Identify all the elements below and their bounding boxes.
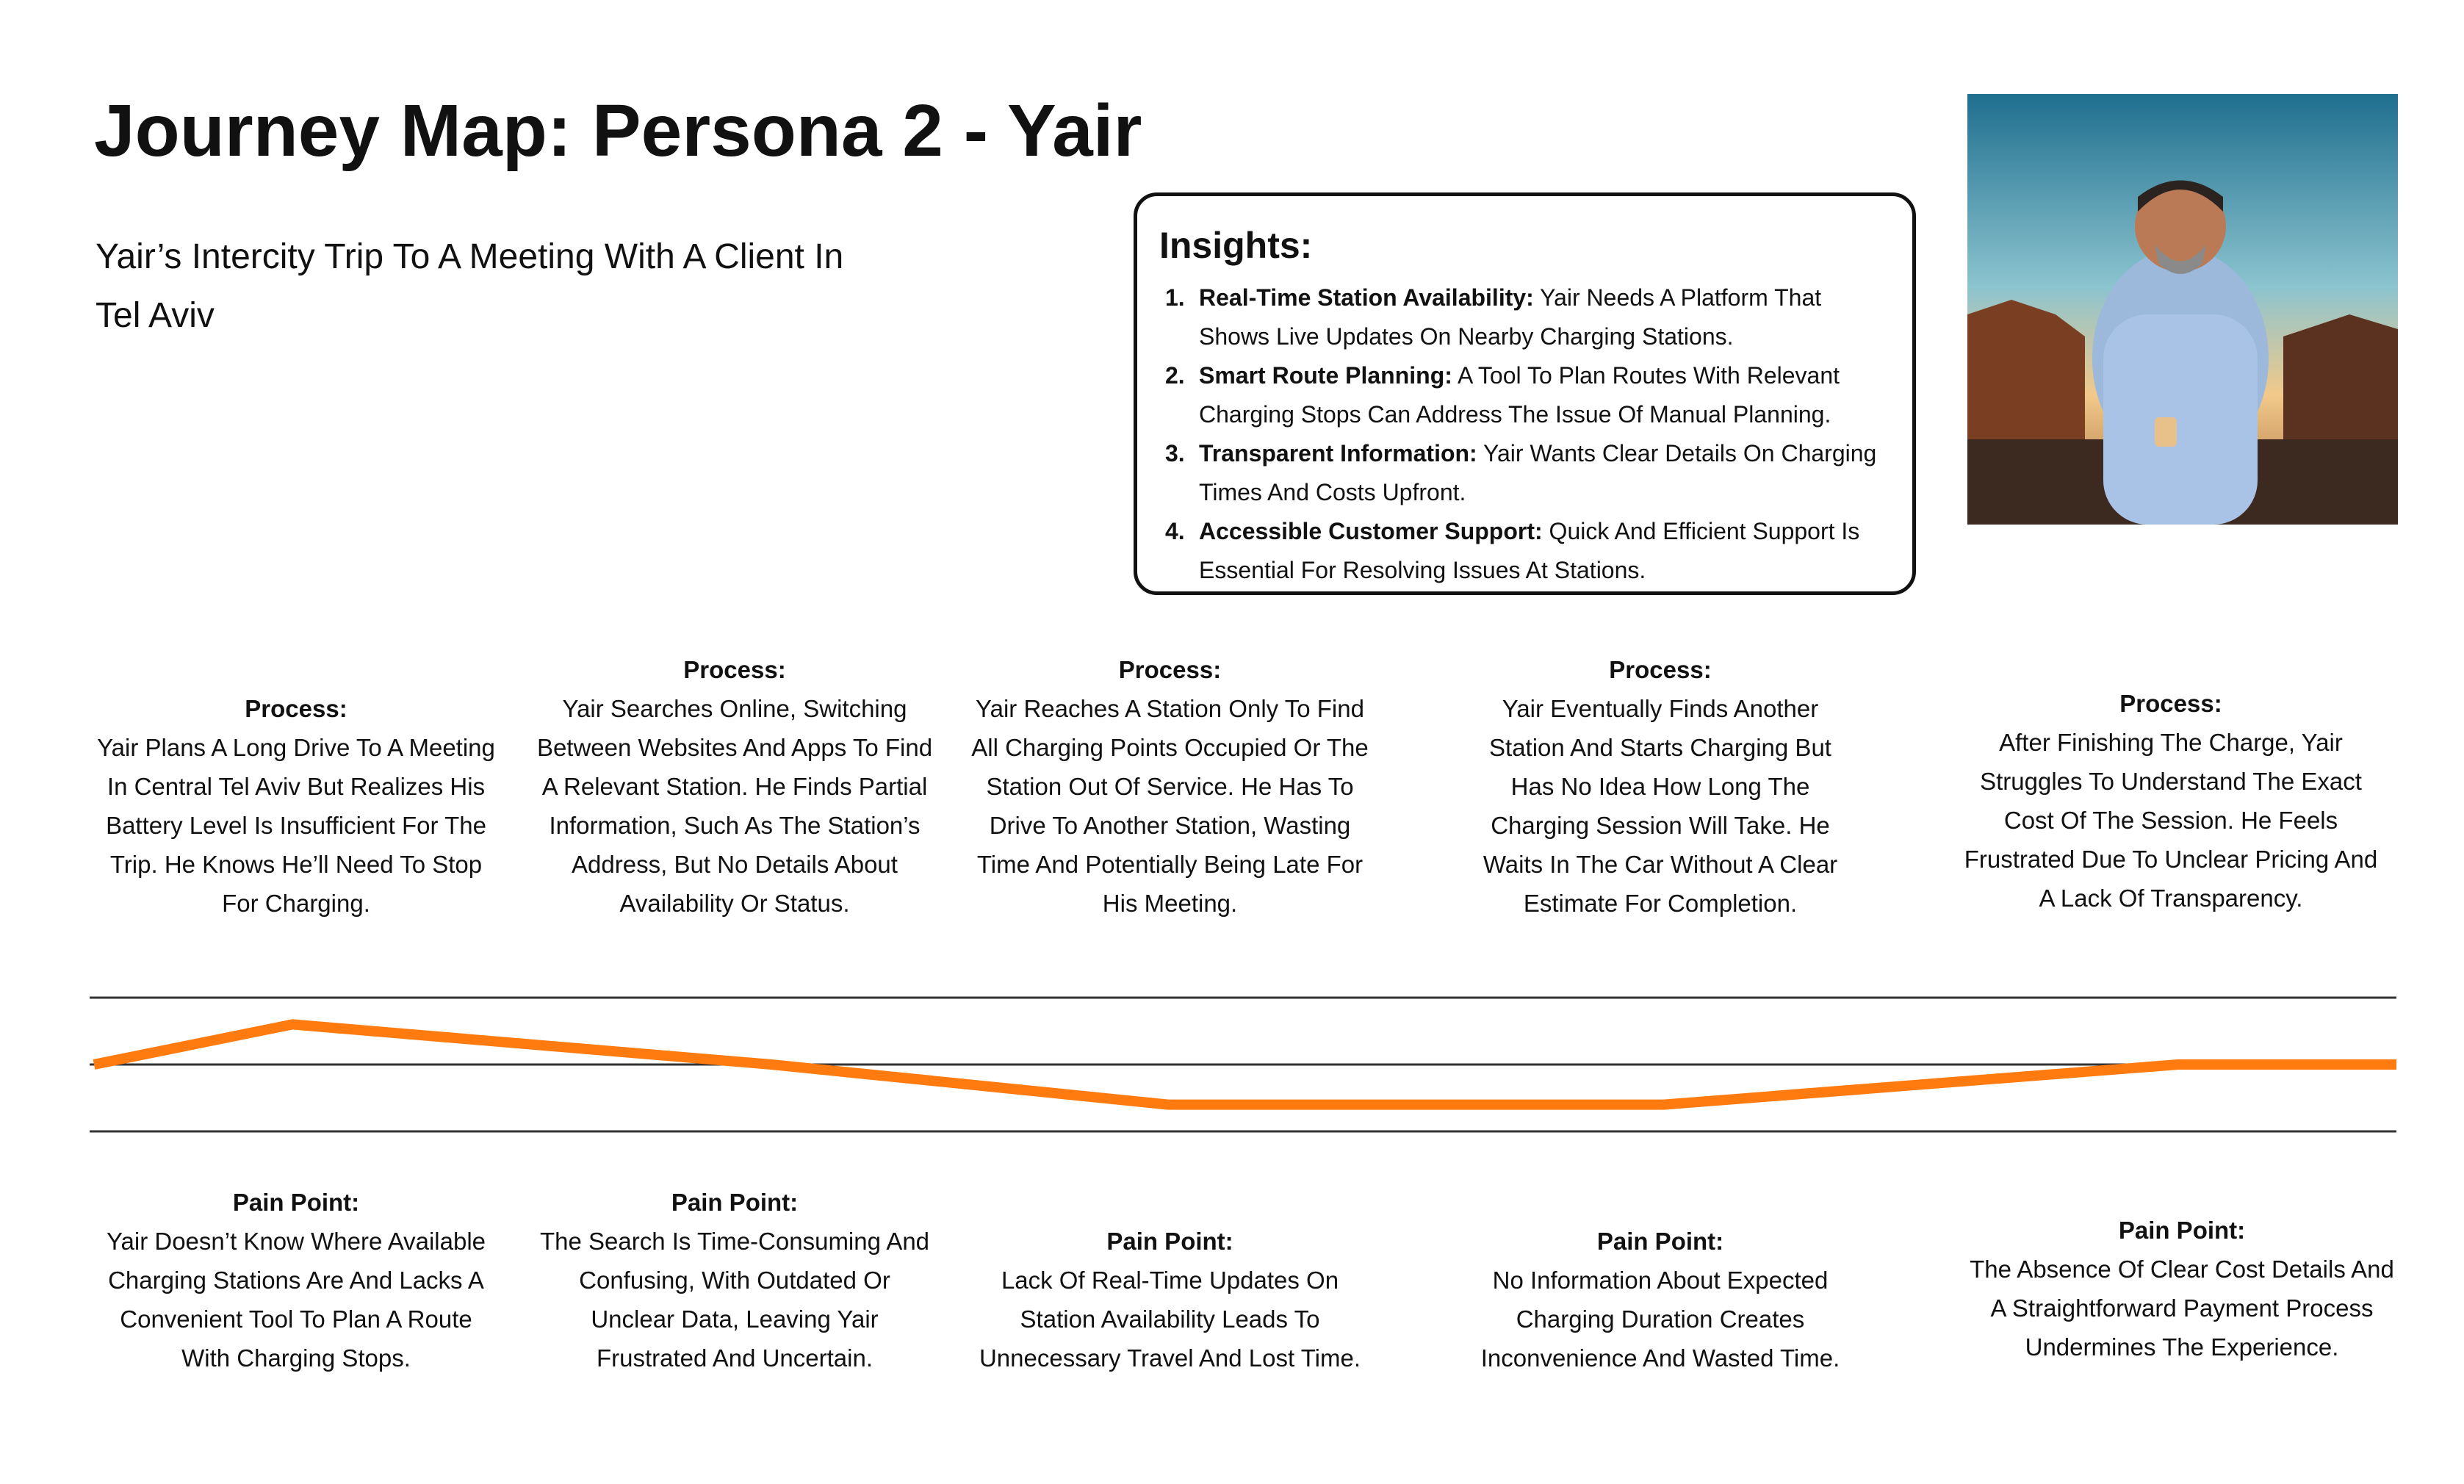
- stage-4-process: [1466, 650, 1855, 923]
- process-text: Yair Searches Online, Switching Between Websites And Apps To Find A Relevant Station. He Finds Partial Information, Such As The Station’s Address, But No Details About Availability Or Status.: [536, 695, 933, 917]
- pain-heading: Pain Point:: [1106, 1228, 1233, 1255]
- process-text: Yair Plans A Long Drive To A Meeting In Central Tel Aviv But Realizes His Battery Level Is Insufficient For The Trip. He Knows He’ll Need To Stop For Charging.: [97, 734, 495, 917]
- stage-3-process: [966, 650, 1374, 923]
- insight-lead: Accessible Customer Support:: [1199, 518, 1543, 544]
- process-heading: Process:: [683, 656, 786, 683]
- insights-panel: [1134, 192, 1916, 595]
- pain-text: The Absence Of Clear Cost Details And A Straightforward Payment Process Undermines The Experience.: [1970, 1256, 2394, 1361]
- insight-number: 3.: [1165, 440, 1185, 467]
- stage-2-process: [536, 650, 933, 923]
- pain-text: Lack Of Real-Time Updates On Station Availability Leads To Unnecessary Travel And Lost Time.: [979, 1267, 1361, 1372]
- insight-item: [1159, 278, 1895, 356]
- insight-lead: Transparent Information:: [1199, 440, 1477, 467]
- page-subtitle: Yair’s Intercity Trip To A Meeting With A Client In Tel Aviv: [96, 237, 844, 335]
- pain-text: The Search Is Time-Consuming And Confusing, With Outdated Or Unclear Data, Leaving Yair Frustrated And Uncertain.: [539, 1228, 930, 1372]
- process-heading: Process:: [1609, 656, 1712, 683]
- insight-number: 2.: [1165, 362, 1185, 389]
- page-title: Journey Map: Persona 2 - Yair: [94, 90, 1142, 172]
- insight-item: [1159, 434, 1895, 512]
- process-heading: Process:: [245, 695, 347, 722]
- stage-4-pain-point: [1466, 1222, 1855, 1377]
- stage-3-pain-point: [966, 1222, 1374, 1377]
- insights-heading: Insights:: [1159, 225, 1313, 266]
- persona-photo-illustration: [1967, 94, 2398, 525]
- process-heading: Process:: [2119, 690, 2222, 717]
- stage-5-pain-point: [1962, 1211, 2402, 1366]
- insight-item: [1159, 512, 1895, 590]
- pain-text: Yair Doesn’t Know Where Available Charging Stations Are And Lacks A Convenient Tool To Plan A Route With Charging Stops.: [106, 1228, 486, 1372]
- insight-item: [1159, 356, 1895, 434]
- pain-heading: Pain Point:: [671, 1189, 799, 1216]
- stage-1-pain-point: [94, 1183, 498, 1377]
- process-text: After Finishing The Charge, Yair Struggles To Understand The Exact Cost Of The Session. He Feels Frustrated Due To Unclear Pricing And A Lack Of Transparency.: [1964, 729, 2378, 912]
- emotion-curve: [94, 1024, 2396, 1104]
- process-text: Yair Eventually Finds Another Station And Starts Charging But Has No Idea How Long The Charging Session Will Take. He Waits In The Car Without A Clear Estimate For Completion.: [1483, 695, 1838, 917]
- pain-heading: Pain Point:: [232, 1189, 360, 1216]
- pain-text: No Information About Expected Charging Duration Creates Inconvenience And Wasted Time.: [1480, 1267, 1840, 1372]
- insight-text: Yair Wants Clear Details On Charging Times And Costs Upfront.: [1199, 440, 1877, 505]
- pain-heading: Pain Point:: [2118, 1217, 2246, 1244]
- insights-list: [1159, 278, 1895, 590]
- insight-number: 4.: [1165, 518, 1185, 544]
- persona-photo: [1967, 94, 2398, 525]
- stage-2-pain-point: [536, 1183, 933, 1377]
- insight-lead: Smart Route Planning:: [1199, 362, 1452, 389]
- process-heading: Process:: [1118, 656, 1222, 683]
- insight-lead: Real-Time Station Availability:: [1199, 284, 1534, 311]
- insight-text: A Tool To Plan Routes With Relevant Charging Stops Can Address The Issue Of Manual Planning.: [1199, 362, 1840, 428]
- process-text: Yair Reaches A Station Only To Find All Charging Points Occupied Or The Station Out Of Service. He Has To Drive To Another Station, Wasting Time And Potentially Being Late For His Meeting.: [971, 695, 1369, 917]
- pain-heading: Pain Point:: [1596, 1228, 1724, 1255]
- stage-5-process: [1962, 684, 2380, 918]
- insight-text: Yair Needs A Platform That Shows Live Updates On Nearby Charging Stations.: [1199, 284, 1822, 350]
- insight-number: 1.: [1165, 284, 1185, 311]
- insight-text: Quick And Efficient Support Is Essential For Resolving Issues At Stations.: [1199, 518, 1860, 583]
- stage-1-process: [94, 689, 498, 923]
